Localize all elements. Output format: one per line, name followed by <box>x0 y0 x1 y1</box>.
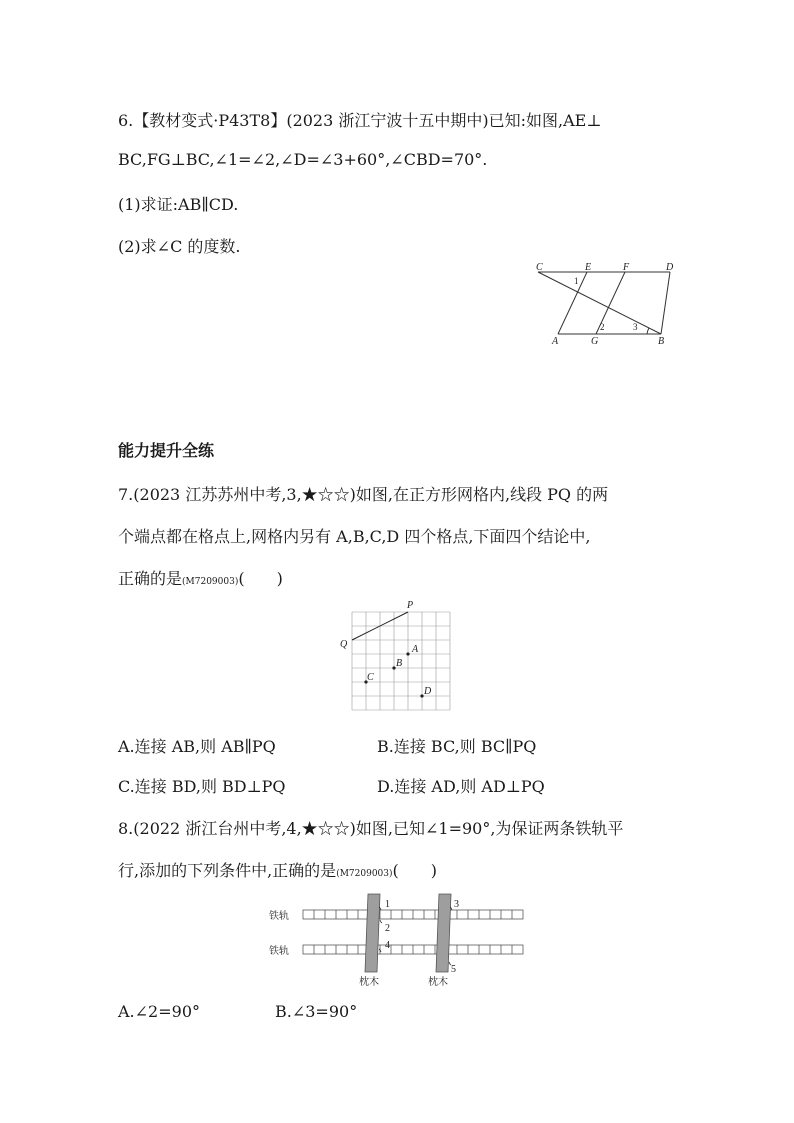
q8-line-2 <box>118 858 437 881</box>
q8-answer-paren: ( ) <box>392 861 438 880</box>
q7-label-q: Q <box>340 639 348 650</box>
q8-angle-4: 4 <box>385 940 390 951</box>
q6-figure <box>525 258 685 348</box>
q8-option-b: B.∠3=90° <box>275 1002 358 1021</box>
q6-line-1: 6.【教材变式·P43T8】(2023 浙江宁波十五中期中)已知:如图,AE⊥ <box>118 111 602 130</box>
q8-angle-3: 3 <box>454 899 459 910</box>
q7-label-a: A <box>412 644 419 655</box>
q6-line-ae <box>558 272 587 334</box>
q8-line-2-text: 行,添加的下列条件中,正确的是 <box>118 861 337 880</box>
q7-label-p: P <box>407 600 414 611</box>
q6-angle-1: 1 <box>574 276 579 286</box>
q6-line-db <box>661 272 670 334</box>
q7-line-3 <box>118 566 283 589</box>
q8-rail-label-bottom: 铁轨 <box>269 946 289 957</box>
q6-label-g: G <box>591 336 599 347</box>
q6-part-1: (1)求证:AB∥CD. <box>118 195 239 214</box>
q7-answer-paren: ( ) <box>238 569 283 588</box>
q7-line-1: 7.(2023 江苏苏州中考,3,★☆☆)如图,在正方形网格内,线段 PQ 的两 <box>118 485 609 504</box>
q6-angle-2: 2 <box>600 322 605 332</box>
q8-angle-arc-2 <box>380 920 382 923</box>
q6-label-c: C <box>536 262 543 273</box>
q8-sleeper-left <box>365 894 380 972</box>
q8-sleeper-right <box>436 894 451 972</box>
q6-label-b: B <box>658 336 665 347</box>
q6-label-d: D <box>666 262 674 273</box>
q8-option-a: A.∠2=90° <box>118 1002 200 1021</box>
q8-angle-2: 2 <box>385 923 390 934</box>
q8-code: (M7209003) <box>336 869 393 879</box>
q7-code: (M7209003) <box>182 577 239 587</box>
q8-rails <box>303 910 523 954</box>
q6-label-e: E <box>585 262 592 273</box>
q8-angle-1: 1 <box>385 899 390 910</box>
q6-line-2: BC,FG⊥BC,∠1=∠2,∠D=∠3+60°,∠CBD=70°. <box>118 150 488 169</box>
q7-option-a: A.连接 AB,则 AB∥PQ <box>118 737 276 756</box>
q6-part-2: (2)求∠C 的度数. <box>118 237 241 256</box>
q7-option-d: D.连接 AD,则 AD⊥PQ <box>377 777 545 796</box>
q7-line-3-text: 正确的是 <box>118 569 183 588</box>
q7-option-c: C.连接 BD,则 BD⊥PQ <box>118 777 286 796</box>
q7-point-a <box>406 652 409 655</box>
section-heading: 能力提升全练 <box>118 441 215 460</box>
q8-angle-5: 5 <box>451 964 456 975</box>
q6-angle-arc-3 <box>647 328 649 334</box>
q6-label-f: F <box>623 262 630 273</box>
q7-line-2: 个端点都在格点上,网格内另有 A,B,C,D 四个格点,下面四个结论中, <box>118 527 591 546</box>
q7-label-b: B <box>396 658 403 669</box>
q7-label-d: D <box>424 686 432 697</box>
q6-angle-3: 3 <box>633 322 638 332</box>
q8-sleeper-label-left: 枕木 <box>359 977 379 988</box>
q8-rail-label-top: 铁轨 <box>269 911 289 922</box>
q8-line-1: 8.(2022 浙江台州中考,4,★☆☆)如图,已知∠1=90°,为保证两条铁轨平 <box>118 819 624 838</box>
q6-label-a: A <box>552 336 559 347</box>
q7-label-c: C <box>367 672 374 683</box>
q8-railway-figure <box>265 890 530 990</box>
q7-option-b: B.连接 BC,则 BC∥PQ <box>377 737 537 756</box>
q8-sleeper-label-right: 枕木 <box>428 977 448 988</box>
q7-grid-figure <box>335 598 465 716</box>
